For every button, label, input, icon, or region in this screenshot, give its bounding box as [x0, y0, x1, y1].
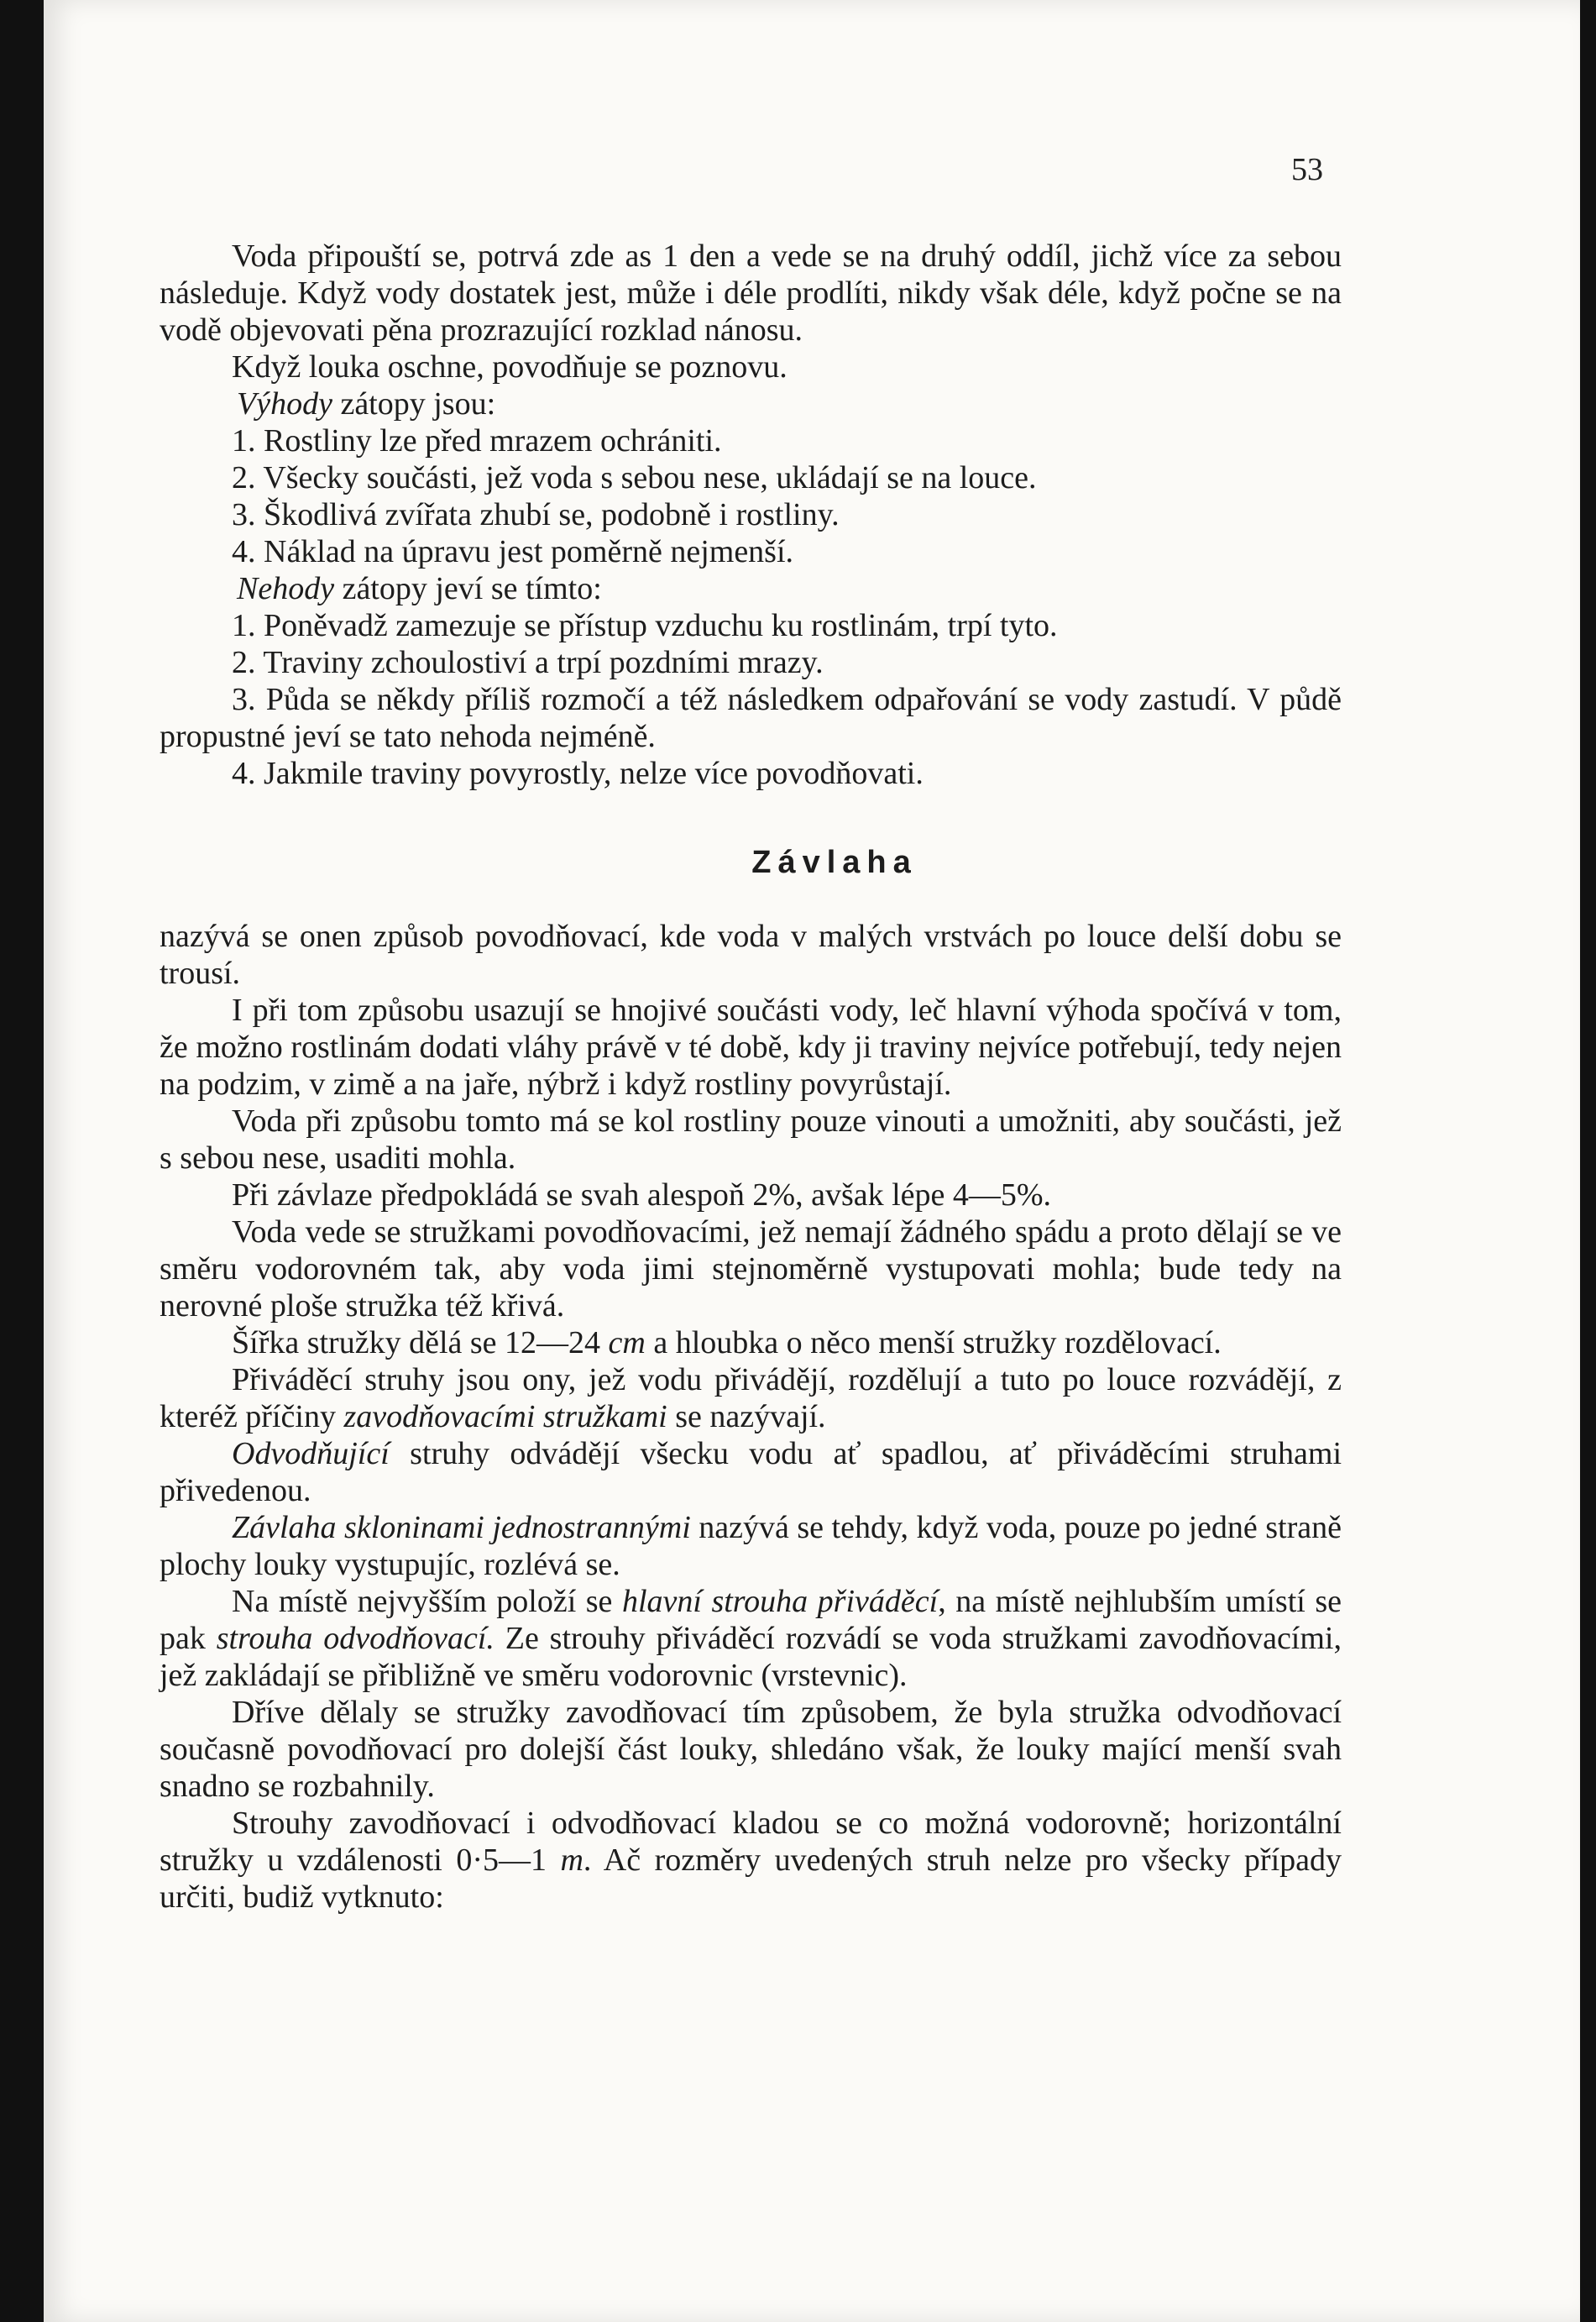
list-item: 4. Náklad na úpravu jest poměrně nejmenší.	[232, 534, 794, 569]
paragraph: Voda vede se stružkami povodňovacími, jež nemají žádného spádu a proto dělají se ve směru vodorovném tak, aby voda jimi stejnoměrně vystupovati mohla; bude tedy na nerovné ploše stružka též křivá.	[160, 1214, 1342, 1323]
list-heading-disadvantages: Nehody zátopy jeví se tímto:	[237, 571, 602, 606]
paragraph: nazývá se onen způsob povodňovací, kde voda v malých vrstvách po louce delší dobu se trousí.	[160, 919, 1342, 991]
list-item: 4. Jakmile traviny povyrostly, nelze více povodňovati.	[232, 756, 924, 791]
section-heading: Závlaha	[751, 845, 918, 880]
paragraph: Přiváděcí struhy jsou ony, jež vodu přivádějí, rozdělují a tuto po louce rozvádějí, z kteréž příčiny zavodňovacími stružkami se nazývají.	[160, 1362, 1342, 1434]
page-number: 53	[1291, 152, 1323, 187]
list-heading-advantages: Výhody zátopy jsou:	[237, 386, 496, 422]
page-text	[160, 238, 1342, 1916]
paragraph: I při tom způsobu usazují se hnojivé součásti vody, leč hlavní výhoda spočívá v tom, že možno rostlinám dodati vláhy právě v té době, kdy ji traviny nejvíce potřebují, tedy nejen na podzim, v zimě a na jaře, nýbrž i když rostliny povyrůstají.	[160, 993, 1342, 1102]
paragraph: Při závlaze předpokládá se svah alespoň 2%, avšak lépe 4—5%.	[232, 1177, 1052, 1213]
paragraph: Na místě nejvyšším položí se hlavní strouha přiváděcí, na místě nejhlubším umístí se pak strouha odvodňovací. Ze strouhy přiváděcí rozvádí se voda stružkami zavodňovacími, jež zakládají se přibližně ve směru vodorovnic (vrstevnic).	[160, 1584, 1342, 1693]
paragraph: Když louka oschne, povodňuje se poznovu.	[232, 349, 788, 385]
paragraph: Strouhy zavodňovací i odvodňovací kladou se co možná vodorovně; horizontální stružky u vzdálenosti 0·5—1 m. Ač rozměry uvedených struh nelze pro všecky případy určiti, budiž vytknuto:	[160, 1806, 1342, 1915]
paragraph: Voda připouští se, potrvá zde as 1 den a vede se na druhý oddíl, jichž více za sebou následuje. Když vody dostatek jest, může i déle prodlíti, nikdy však déle, když počne se na vodě objevovati pěna prozrazující rozklad nánosu.	[160, 238, 1342, 348]
list-item: 2. Traviny zchoulostiví a trpí pozdními mrazy.	[232, 645, 824, 680]
list-item: 1. Poněvadž zamezuje se přístup vzduchu ku rostlinám, trpí tyto.	[232, 608, 1058, 643]
list-item: 2. Všecky součásti, jež voda s sebou nese, ukládají se na louce.	[232, 460, 1037, 495]
paragraph: Dříve dělaly se stružky zavodňovací tím způsobem, že byla stružka odvodňovací současně povodňovací pro dolejší část louky, shledáno však, že louky mající menší svah snadno se rozbahnily.	[160, 1695, 1342, 1804]
advantages-label: Výhody	[237, 386, 332, 422]
paragraph: Šířka stružky dělá se 12—24 cm a hloubka o něco menší stružky rozdělovací.	[232, 1325, 1222, 1360]
list-item: 1. Rostliny lze před mrazem ochrániti.	[232, 423, 722, 459]
list-item: 3. Škodlivá zvířata zhubí se, podobně i rostliny.	[232, 497, 840, 532]
paragraph: Závlaha skloninami jednostrannými nazývá se tehdy, když voda, pouze po jedné straně plochy louky vystupujíc, rozlévá se.	[160, 1510, 1342, 1582]
paragraph: Odvodňující struhy odvádějí všecku vodu ať spadlou, ať přiváděcími struhami přivedenou.	[160, 1436, 1342, 1508]
list-item: 3. Půda se někdy příliš rozmočí a též následkem odpařování se vody zastudí. V půdě propustné jeví se tato nehoda nejméně.	[160, 682, 1342, 754]
paragraph: Voda při způsobu tomto má se kol rostliny pouze vinouti a umožniti, aby součásti, jež s sebou nese, usaditi mohla.	[160, 1103, 1342, 1176]
disadvantages-label: Nehody	[237, 571, 335, 606]
